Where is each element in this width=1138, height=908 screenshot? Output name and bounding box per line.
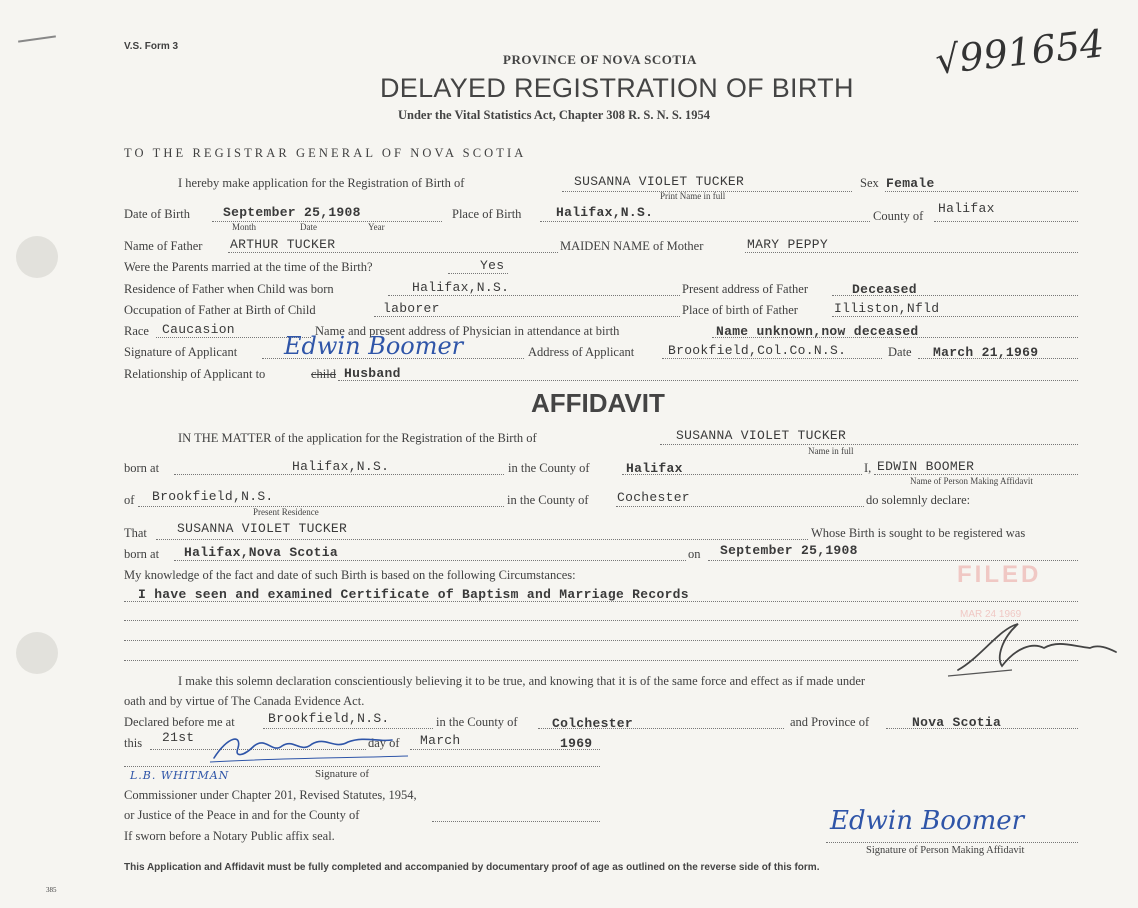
- married-label: Were the Parents married at the time of the Birth?: [124, 260, 373, 274]
- married-value: Yes: [480, 258, 505, 273]
- residence-label: Residence of Father when Child was born: [124, 282, 334, 296]
- page-subtitle: Under the Vital Statistics Act, Chapter 308 R. S. N. S. 1954: [398, 108, 711, 122]
- signature-label: Signature of Applicant: [124, 345, 238, 359]
- born-at-value: Halifax,N.S.: [292, 459, 390, 474]
- fill-line: [448, 273, 508, 274]
- race-label: Race: [124, 324, 149, 338]
- applicant-address-label: Address of Applicant: [528, 345, 635, 359]
- affidavit-child-name: SUSANNA VIOLET TUCKER: [676, 428, 847, 443]
- fill-line: [432, 821, 600, 822]
- father-birthplace-label: Place of birth of Father: [682, 303, 798, 317]
- fill-line: [174, 474, 504, 475]
- fill-line: [745, 252, 1078, 253]
- fill-line: [388, 295, 680, 296]
- fill-line: [616, 506, 864, 507]
- notary-line: If sworn before a Notary Public affix seal.: [124, 829, 335, 843]
- fill-line: [826, 842, 1078, 843]
- year-value: 1969: [560, 736, 593, 751]
- fill-line: [874, 474, 1078, 475]
- father-label: Name of Father: [124, 239, 203, 253]
- physician-label: Name and present address of Physician in attendance at birth: [315, 324, 620, 338]
- occupation-label: Occupation of Father at Birth of Child: [124, 303, 316, 317]
- fill-line: [662, 358, 882, 359]
- commissioner-name: L.B. WHITMAN: [130, 769, 230, 782]
- physician-value: Name unknown,now deceased: [716, 324, 919, 339]
- sex-value: Female: [886, 176, 935, 191]
- fill-line: [832, 316, 1078, 317]
- filed-stamp: FILED: [957, 561, 1042, 588]
- province-heading: PROVINCE OF NOVA SCOTIA: [503, 52, 697, 67]
- declaration-text: I make this solemn declaration conscientiously believing it to be true, and knowing that it is of the same force and effect as if made under: [178, 674, 866, 688]
- filed-stamp-date: MAR 24 1969: [960, 609, 1022, 620]
- i-label: I,: [864, 461, 872, 475]
- registrar-signature-mark: [940, 618, 1130, 688]
- child-name: SUSANNA VIOLET TUCKER: [574, 174, 745, 189]
- on-date-value: September 25,1908: [720, 543, 858, 558]
- deponent-name: EDWIN BOOMER: [877, 459, 975, 474]
- declaration-text-2: oath and by virtue of The Canada Evidence Act.: [124, 694, 365, 708]
- that-label: That: [124, 526, 147, 540]
- declared-county-value: Colchester: [552, 716, 634, 731]
- addressee: TO THE REGISTRAR GENERAL OF NOVA SCOTIA: [124, 146, 527, 160]
- province-value: Nova Scotia: [912, 715, 1002, 730]
- fill-line: [174, 560, 686, 561]
- form-id: V.S. Form 3: [124, 41, 179, 52]
- caption: Name of Person Making Affidavit: [910, 476, 1033, 486]
- of-label: of: [124, 493, 135, 507]
- day-of-label: day of: [368, 736, 400, 750]
- race-value: Caucasion: [162, 322, 235, 337]
- fill-line: [934, 221, 1078, 222]
- declared-label: Declared before me at: [124, 715, 235, 729]
- occupation-value: laborer: [383, 301, 440, 316]
- county-label: in the County of: [508, 461, 590, 475]
- father-address-label: Present address of Father: [682, 282, 809, 296]
- mother-label: MAIDEN NAME of Mother: [560, 239, 704, 253]
- that-name: SUSANNA VIOLET TUCKER: [177, 521, 348, 536]
- fill-line: [885, 191, 1078, 192]
- fill-line: [124, 620, 1078, 621]
- relationship-value: Husband: [344, 366, 401, 381]
- registration-number: √991654: [933, 21, 1107, 83]
- county-value: Halifax: [938, 201, 995, 216]
- county-value: Halifax: [626, 461, 683, 476]
- relationship-struck: child: [311, 367, 336, 381]
- deponent-signature: Edwin Boomer: [830, 806, 1025, 836]
- fill-line: [138, 506, 504, 507]
- county-label: in the County of: [507, 493, 589, 507]
- deponent-signature-caption: Signature of Person Making Affidavit: [866, 845, 1025, 856]
- fill-line: [124, 640, 1078, 641]
- declared-county-label: in the County of: [436, 715, 518, 729]
- pob-label: Place of Birth: [452, 207, 522, 221]
- county-label: County of: [873, 209, 924, 223]
- commissioner-line: Commissioner under Chapter 201, Revised Statutes, 1954,: [124, 788, 417, 802]
- father-value: ARTHUR TUCKER: [230, 237, 336, 252]
- province-label: and Province of: [790, 715, 870, 729]
- fill-line: [124, 766, 600, 767]
- knowledge-label: My knowledge of the fact and date of such Birth is based on the following Circumstances:: [124, 568, 576, 582]
- signature-of-label: Signature of: [315, 768, 370, 780]
- punch-hole: [16, 236, 58, 278]
- born-at-label: born at: [124, 461, 160, 475]
- application-intro: I hereby make application for the Registration of Birth of: [178, 176, 465, 190]
- month-value: March: [420, 733, 461, 748]
- caption: Year: [368, 222, 385, 232]
- caption: Month: [232, 222, 257, 232]
- affidavit-heading: AFFIDAVIT: [531, 388, 665, 418]
- residence-value: Halifax,N.S.: [412, 280, 510, 295]
- applicant-address-value: Brookfield,Col.Co.N.S.: [668, 343, 847, 358]
- day-value: 21st: [162, 730, 195, 745]
- matter-label: IN THE MATTER of the application for the Registration of the Birth of: [178, 431, 537, 445]
- caption: Name in full: [808, 446, 854, 456]
- mother-value: MARY PEPPY: [747, 237, 829, 252]
- print-code: 385: [46, 886, 57, 894]
- dob-label: Date of Birth: [124, 207, 190, 221]
- father-birthplace-value: Illiston,Nfld: [834, 301, 940, 316]
- page-title: DELAYED REGISTRATION OF BIRTH: [380, 73, 854, 103]
- date-label: Date: [888, 345, 912, 359]
- father-address-value: Deceased: [852, 282, 917, 297]
- dob-value: September 25,1908: [223, 205, 361, 220]
- justice-line: or Justice of the Peace in and for the County of: [124, 808, 360, 822]
- footer-note: This Application and Affidavit must be fully completed and accompanied by documentary proof of age as outlined on the reverse side of this form.: [124, 862, 820, 873]
- on-label: on: [688, 547, 701, 561]
- born-at-label-2: born at: [124, 547, 160, 561]
- fill-line: [540, 221, 870, 222]
- born-at-value-2: Halifax,Nova Scotia: [184, 545, 338, 560]
- pen-mark: [18, 35, 56, 42]
- whose-label: Whose Birth is sought to be registered was: [811, 526, 1026, 540]
- caption: Date: [300, 222, 317, 232]
- date-value: March 21,1969: [933, 345, 1039, 360]
- declared-at-value: Brookfield,N.S.: [268, 711, 390, 726]
- residence-value: Brookfield,N.S.: [152, 489, 274, 504]
- fill-line: [124, 660, 1078, 661]
- fill-line: [660, 444, 1078, 445]
- caption: Present Residence: [253, 507, 319, 517]
- commissioner-signature: [208, 728, 418, 770]
- fill-line: [338, 380, 1078, 381]
- sex-label: Sex: [860, 176, 879, 190]
- caption: Print Name in full: [660, 191, 726, 201]
- relationship-label: Relationship of Applicant to: [124, 367, 266, 381]
- fill-line: [228, 252, 558, 253]
- applicant-signature: Edwin Boomer: [284, 332, 464, 360]
- fill-line: [156, 539, 808, 540]
- this-label: this: [124, 736, 143, 750]
- pob-value: Halifax,N.S.: [556, 205, 654, 220]
- punch-hole: [16, 632, 58, 674]
- residence-county-value: Cochester: [617, 490, 690, 505]
- circumstances-value: I have seen and examined Certificate of Baptism and Marriage Records: [138, 587, 689, 602]
- declare-label: do solemnly declare:: [866, 493, 971, 507]
- fill-line: [374, 316, 680, 317]
